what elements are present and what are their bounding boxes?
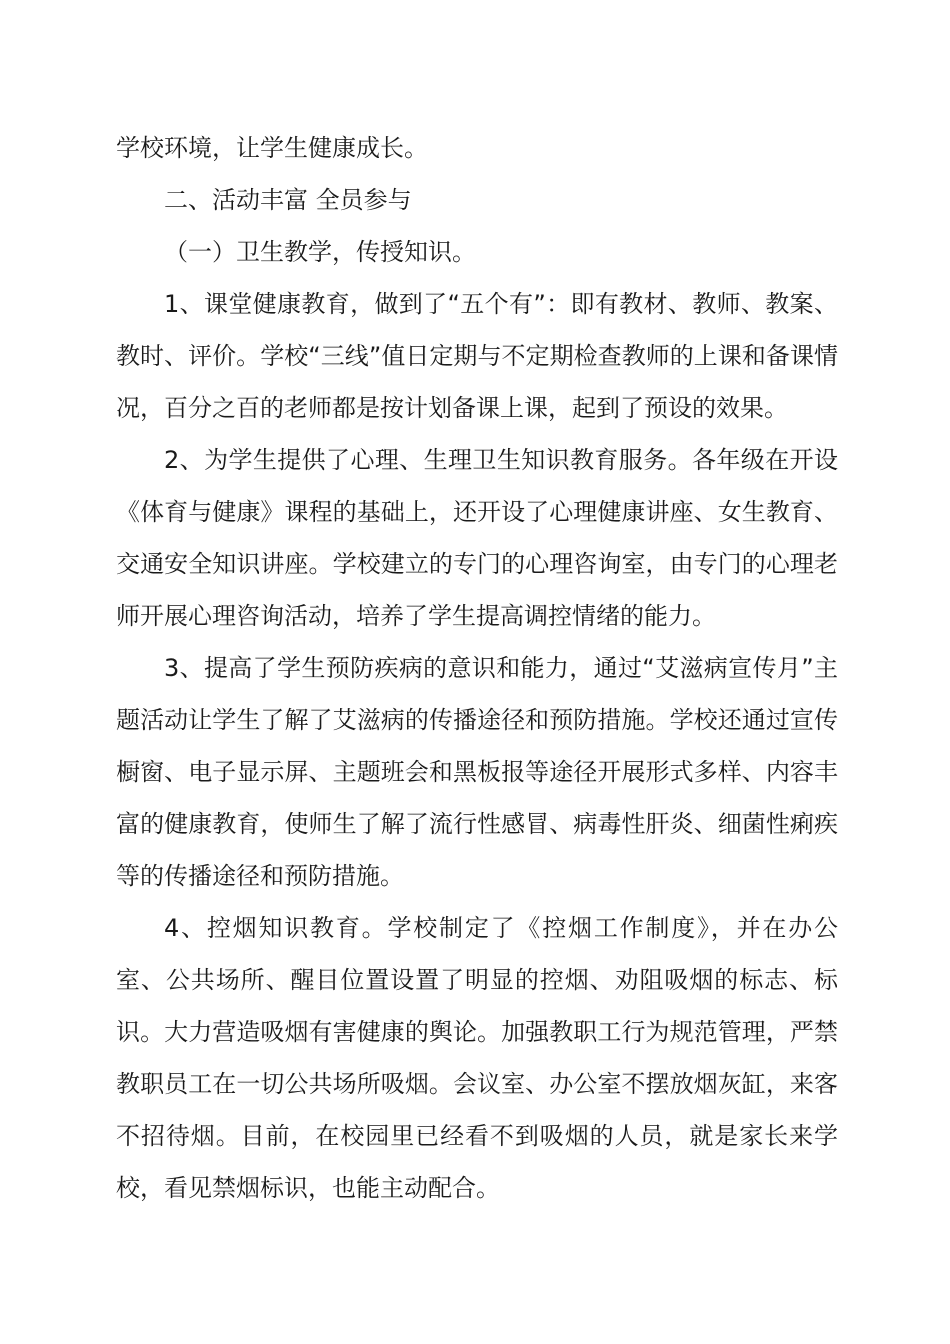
paragraph-item-2: 2、为学生提供了心理、生理卫生知识教育服务。各年级在开设《体育与健康》课程的基础上，还开设了心理健康讲座、女生教育、交通安全知识讲座。学校建立的专门的心理咨询室，由专门的心理老师开展心理咨询活动，培养了学生提高调控情绪的能力。	[116, 446, 838, 630]
section-heading: 二、活动丰富 全员参与	[164, 186, 412, 214]
paragraph-item-1: 1、课堂健康教育，做到了“五个有”：即有教材、教师、教案、教时、评价。学校“三线”值日定期与不定期检查教师的上课和备课情况，百分之百的老师都是按计划备课上课，起到了预设的效果。	[116, 290, 838, 422]
paragraph-item-3: 3、提高了学生预防疾病的意识和能力，通过“艾滋病宣传月”主题活动让学生了解了艾滋病的传播途径和预防措施。学校还通过宣传橱窗、电子显示屏、主题班会和黑板报等途径开展形式多样、内容丰富的健康教育，使师生了解了流行性感冒、病毒性肝炎、细菌性痢疾等的传播途径和预防措施。	[116, 654, 838, 890]
document-body	[116, 122, 838, 1214]
paragraph-item-4: 4、控烟知识教育。学校制定了《控烟工作制度》，并在办公室、公共场所、醒目位置设置了明显的控烟、劝阻吸烟的标志、标识。大力营造吸烟有害健康的舆论。加强教职工行为规范管理，严禁教职员工在一切公共场所吸烟。会议室、办公室不摆放烟灰缸，来客不招待烟。目前，在校园里已经看不到吸烟的人员，就是家长来学校，看见禁烟标识，也能主动配合。	[116, 914, 838, 1202]
paragraph-continuation: 学校环境，让学生健康成长。	[116, 134, 428, 162]
subsection-heading: （一）卫生教学，传授知识。	[164, 238, 476, 266]
